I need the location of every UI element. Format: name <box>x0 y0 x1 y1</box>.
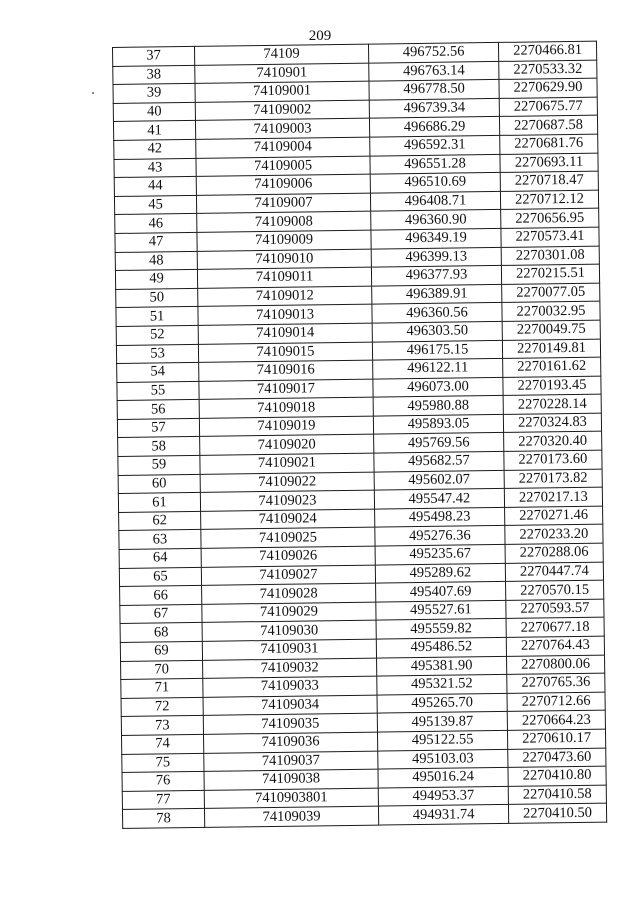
point-id-cell: 74109020 <box>200 435 374 456</box>
x-coordinate-cell: 496778.50 <box>369 80 499 100</box>
y-coordinate-cell: 2270161.62 <box>503 357 601 377</box>
table-body <box>113 41 607 828</box>
row-index-cell: 60 <box>118 474 200 494</box>
x-coordinate-cell: 496551.28 <box>370 154 500 174</box>
x-coordinate-cell: 495769.56 <box>374 433 504 453</box>
y-coordinate-cell: 2270233.20 <box>505 525 603 545</box>
row-index-cell: 54 <box>117 362 199 382</box>
x-coordinate-cell: 495016.24 <box>378 768 508 788</box>
point-id-cell: 74109 <box>194 44 368 65</box>
x-coordinate-cell: 495486.52 <box>376 637 506 657</box>
x-coordinate-cell: 496303.50 <box>372 321 502 341</box>
y-coordinate-cell: 2270629.90 <box>499 78 597 98</box>
row-index-cell: 58 <box>118 437 200 457</box>
point-id-cell: 74109005 <box>196 156 370 177</box>
point-id-cell: 74109037 <box>204 751 378 772</box>
y-coordinate-cell: 2270656.95 <box>501 208 599 228</box>
point-id-cell: 74109024 <box>201 509 375 530</box>
y-coordinate-cell: 2270712.66 <box>507 692 605 712</box>
row-index-cell: 59 <box>118 455 200 475</box>
x-coordinate-cell: 494931.74 <box>378 805 508 825</box>
x-coordinate-cell: 495682.57 <box>374 451 504 471</box>
y-coordinate-cell: 2270718.47 <box>500 171 598 191</box>
row-index-cell: 76 <box>122 772 204 792</box>
point-id-cell: 74109029 <box>202 602 376 623</box>
row-index-cell: 51 <box>116 307 198 327</box>
y-coordinate-cell: 2270466.81 <box>498 41 596 61</box>
row-index-cell: 69 <box>120 641 202 661</box>
x-coordinate-cell: 496399.13 <box>371 247 501 267</box>
row-index-cell: 73 <box>121 716 203 736</box>
point-id-cell: 74109015 <box>198 342 372 363</box>
row-index-cell: 53 <box>116 344 198 364</box>
y-coordinate-cell: 2270693.11 <box>500 153 598 173</box>
x-coordinate-cell: 495265.70 <box>377 693 507 713</box>
x-coordinate-cell: 495289.62 <box>375 563 505 583</box>
x-coordinate-cell: 495559.82 <box>376 619 506 639</box>
row-index-cell: 43 <box>114 158 196 178</box>
point-id-cell: 74109030 <box>202 620 376 641</box>
y-coordinate-cell: 2270215.51 <box>501 264 599 284</box>
x-coordinate-cell: 495235.67 <box>375 544 505 564</box>
x-coordinate-cell: 495381.90 <box>377 656 507 676</box>
x-coordinate-cell: 496349.19 <box>371 228 501 248</box>
y-coordinate-cell: 2270193.45 <box>503 376 601 396</box>
coordinate-table <box>112 41 607 829</box>
point-id-cell: 74109007 <box>196 193 370 214</box>
point-id-cell: 74109028 <box>202 583 376 604</box>
row-index-cell: 38 <box>113 65 195 85</box>
point-id-cell: 74109012 <box>198 286 372 307</box>
row-index-cell: 52 <box>116 325 198 345</box>
row-index-cell: 63 <box>119 530 201 550</box>
x-coordinate-cell: 495139.87 <box>377 712 507 732</box>
y-coordinate-cell: 2270228.14 <box>503 394 601 414</box>
point-id-cell: 74109027 <box>201 565 375 586</box>
point-id-cell: 74109008 <box>197 211 371 232</box>
y-coordinate-cell: 2270410.50 <box>508 803 606 823</box>
point-id-cell: 74109035 <box>203 713 377 734</box>
row-index-cell: 67 <box>120 604 202 624</box>
point-id-cell: 74109018 <box>199 397 373 418</box>
y-coordinate-cell: 2270610.17 <box>507 729 605 749</box>
row-index-cell: 56 <box>117 400 199 420</box>
x-coordinate-cell: 496752.56 <box>368 42 498 62</box>
row-index-cell: 42 <box>114 139 196 159</box>
x-coordinate-cell: 496175.15 <box>372 340 502 360</box>
row-index-cell: 75 <box>122 753 204 773</box>
row-index-cell: 47 <box>115 232 197 252</box>
point-id-cell: 74109003 <box>195 119 369 140</box>
x-coordinate-cell: 495122.55 <box>377 730 507 750</box>
x-coordinate-cell: 495980.88 <box>373 396 503 416</box>
y-coordinate-cell: 2270765.36 <box>507 673 605 693</box>
point-id-cell: 74109017 <box>199 379 373 400</box>
point-id-cell: 7410901 <box>195 63 369 84</box>
point-id-cell: 74109021 <box>200 453 374 474</box>
row-index-cell: 48 <box>115 251 197 271</box>
row-index-cell: 71 <box>121 679 203 699</box>
y-coordinate-cell: 2270593.57 <box>506 599 604 619</box>
point-id-cell: 74109039 <box>204 806 378 827</box>
y-coordinate-cell: 2270217.13 <box>504 487 602 507</box>
point-id-cell: 74109006 <box>196 174 370 195</box>
row-index-cell: 40 <box>113 102 195 122</box>
y-coordinate-cell: 2270410.80 <box>508 766 606 786</box>
row-index-cell: 64 <box>119 548 201 568</box>
x-coordinate-cell: 496510.69 <box>370 173 500 193</box>
y-coordinate-cell: 2270687.58 <box>499 116 597 136</box>
y-coordinate-cell: 2270149.81 <box>502 339 600 359</box>
point-id-cell: 7410903801 <box>204 788 378 809</box>
x-coordinate-cell: 494953.37 <box>378 786 508 806</box>
y-coordinate-cell: 2270664.23 <box>507 710 605 730</box>
x-coordinate-cell: 496360.56 <box>372 303 502 323</box>
y-coordinate-cell: 2270288.06 <box>505 543 603 563</box>
row-index-cell: 49 <box>115 270 197 290</box>
row-index-cell: 57 <box>117 418 199 438</box>
x-coordinate-cell: 495276.36 <box>375 526 505 546</box>
x-coordinate-cell: 496073.00 <box>373 377 503 397</box>
scan-speck <box>92 92 94 94</box>
row-index-cell: 70 <box>121 660 203 680</box>
point-id-cell: 74109013 <box>198 304 372 325</box>
x-coordinate-cell: 495103.03 <box>378 749 508 769</box>
y-coordinate-cell: 2270681.76 <box>500 134 598 154</box>
y-coordinate-cell: 2270473.60 <box>508 748 606 768</box>
point-id-cell: 74109036 <box>204 732 378 753</box>
row-index-cell: 72 <box>121 697 203 717</box>
row-index-cell: 46 <box>115 214 197 234</box>
row-index-cell: 66 <box>120 586 202 606</box>
y-coordinate-cell: 2270764.43 <box>506 636 604 656</box>
point-id-cell: 74109019 <box>199 416 373 437</box>
y-coordinate-cell: 2270301.08 <box>501 246 599 266</box>
row-index-cell: 65 <box>119 567 201 587</box>
point-id-cell: 74109016 <box>199 360 373 381</box>
y-coordinate-cell: 2270049.75 <box>502 320 600 340</box>
row-index-cell: 68 <box>120 623 202 643</box>
y-coordinate-cell: 2270324.83 <box>503 413 601 433</box>
y-coordinate-cell: 2270712.12 <box>500 190 598 210</box>
point-id-cell: 74109032 <box>203 658 377 679</box>
row-index-cell: 45 <box>114 195 196 215</box>
page-number: 209 <box>308 28 332 44</box>
x-coordinate-cell: 495321.52 <box>377 675 507 695</box>
x-coordinate-cell: 496389.91 <box>372 284 502 304</box>
x-coordinate-cell: 495407.69 <box>376 582 506 602</box>
x-coordinate-cell: 496122.11 <box>373 359 503 379</box>
y-coordinate-cell: 2270533.32 <box>499 60 597 80</box>
x-coordinate-cell: 496592.31 <box>370 135 500 155</box>
y-coordinate-cell: 2270675.77 <box>499 97 597 117</box>
point-id-cell: 74109022 <box>200 472 374 493</box>
row-index-cell: 78 <box>122 809 204 829</box>
point-id-cell: 74109026 <box>201 546 375 567</box>
point-id-cell: 74109002 <box>195 100 369 121</box>
y-coordinate-cell: 2270032.95 <box>502 301 600 321</box>
x-coordinate-cell: 496377.93 <box>371 266 501 286</box>
point-id-cell: 74109025 <box>201 528 375 549</box>
row-index-cell: 61 <box>118 493 200 513</box>
point-id-cell: 74109014 <box>198 323 372 344</box>
point-id-cell: 74109038 <box>204 769 378 790</box>
point-id-cell: 74109023 <box>200 490 374 511</box>
point-id-cell: 74109009 <box>197 230 371 251</box>
x-coordinate-cell: 495893.05 <box>373 414 503 434</box>
y-coordinate-cell: 2270173.82 <box>504 469 602 489</box>
point-id-cell: 74109011 <box>197 267 371 288</box>
x-coordinate-cell: 495527.61 <box>376 600 506 620</box>
row-index-cell: 39 <box>113 84 195 104</box>
x-coordinate-cell: 496360.90 <box>371 210 501 230</box>
y-coordinate-cell: 2270410.58 <box>508 785 606 805</box>
y-coordinate-cell: 2270447.74 <box>505 562 603 582</box>
y-coordinate-cell: 2270570.15 <box>506 580 604 600</box>
y-coordinate-cell: 2270077.05 <box>502 283 600 303</box>
point-id-cell: 74109010 <box>197 249 371 270</box>
y-coordinate-cell: 2270573.41 <box>501 227 599 247</box>
row-index-cell: 41 <box>113 121 195 141</box>
y-coordinate-cell: 2270173.60 <box>504 450 602 470</box>
y-coordinate-cell: 2270800.06 <box>507 655 605 675</box>
row-index-cell: 44 <box>114 177 196 197</box>
x-coordinate-cell: 495602.07 <box>374 470 504 490</box>
y-coordinate-cell: 2270320.40 <box>504 432 602 452</box>
point-id-cell: 74109004 <box>196 137 370 158</box>
point-id-cell: 74109031 <box>202 639 376 660</box>
x-coordinate-cell: 496686.29 <box>369 117 499 137</box>
x-coordinate-cell: 496739.34 <box>369 98 499 118</box>
coordinate-table-container <box>112 41 606 829</box>
x-coordinate-cell: 496763.14 <box>369 61 499 81</box>
row-index-cell: 50 <box>116 288 198 308</box>
x-coordinate-cell: 495498.23 <box>375 507 505 527</box>
point-id-cell: 74109001 <box>195 81 369 102</box>
row-index-cell: 37 <box>113 46 195 66</box>
row-index-cell: 62 <box>119 511 201 531</box>
row-index-cell: 74 <box>122 734 204 754</box>
x-coordinate-cell: 495547.42 <box>374 489 504 509</box>
y-coordinate-cell: 2270677.18 <box>506 618 604 638</box>
x-coordinate-cell: 496408.71 <box>370 191 500 211</box>
y-coordinate-cell: 2270271.46 <box>505 506 603 526</box>
point-id-cell: 74109034 <box>203 695 377 716</box>
row-index-cell: 55 <box>117 381 199 401</box>
point-id-cell: 74109033 <box>203 676 377 697</box>
row-index-cell: 77 <box>122 790 204 810</box>
